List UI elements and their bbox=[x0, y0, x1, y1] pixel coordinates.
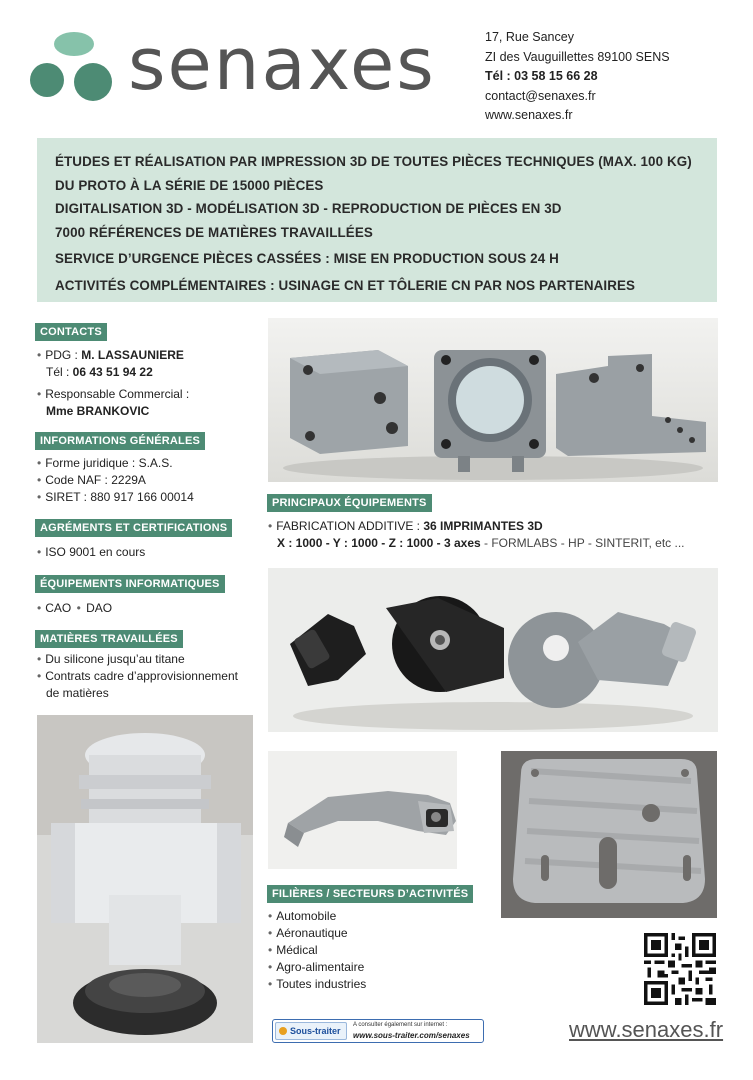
address-line-2: ZI des Vauguillettes 89100 SENS bbox=[485, 49, 670, 64]
banner-line: 7000 RÉFÉRENCES DE MATIÈRES TRAVAILLÉES bbox=[55, 224, 373, 240]
contacts-list: • PDG : M. LASSAUNIERE Tél : 06 43 51 94 22 • Responsable Commercial : Mme BRANKOVIC bbox=[37, 348, 190, 418]
sectors-heading: FILIÈRES / SECTEURS D’ACTIVITÉS bbox=[267, 885, 473, 903]
phone-number: Tél : 03 58 15 66 28 bbox=[485, 69, 598, 83]
main-equipment-heading: PRINCIPAUX ÉQUIPEMENTS bbox=[267, 494, 432, 512]
footer-website-link[interactable]: www.senaxes.fr bbox=[569, 1017, 724, 1042]
senaxes-logo bbox=[30, 22, 450, 110]
address-block bbox=[485, 28, 670, 126]
qr-code-icon[interactable] bbox=[644, 933, 716, 1005]
list-item: • SIRET : 880 917 166 00014 bbox=[37, 490, 194, 504]
certifications-heading: AGRÉMENTS ET CERTIFICATIONS bbox=[35, 519, 232, 537]
list-item: • Code NAF : 2229A bbox=[37, 473, 146, 487]
banner-line: ÉTUDES ET RÉALISATION PAR IMPRESSION 3D DE TOUTES PIÈCES TECHNIQUES (MAX. 100 KG) bbox=[55, 154, 692, 169]
commercial-label: Responsable Commercial : bbox=[45, 387, 190, 401]
it-equipment-heading: ÉQUIPEMENTS INFORMATIQUES bbox=[35, 575, 225, 593]
certifications-list bbox=[37, 544, 145, 561]
website-link[interactable]: www.senaxes.fr bbox=[485, 108, 573, 122]
sous-traiter-banner[interactable] bbox=[272, 1019, 484, 1043]
pdg-label: PDG : bbox=[45, 348, 82, 362]
photo-printed-blocks bbox=[268, 318, 718, 482]
consult-text: A consulter également sur internet : bbox=[353, 1022, 448, 1028]
list-item: • Toutes industries bbox=[268, 977, 367, 991]
pdg-tel: 06 43 51 94 22 bbox=[72, 365, 153, 379]
photo-elbow-parts bbox=[268, 568, 718, 732]
list-item: • Contrats cadre d’approvisionnement bbox=[37, 669, 238, 683]
commercial-name: Mme BRANKOVIC bbox=[46, 404, 150, 418]
list-item: • Du silicone jusqu’au titane bbox=[37, 652, 185, 666]
address-line-1: 17, Rue Sancey bbox=[485, 30, 574, 44]
banner-line: DU PROTO À LA SÉRIE DE 15000 PIÈCES bbox=[55, 177, 324, 193]
materials-heading: MATIÈRES TRAVAILLÉES bbox=[35, 630, 183, 648]
sous-traiter-logo: Sous-traiter bbox=[275, 1022, 347, 1040]
pdg-tel-label: Tél : bbox=[46, 365, 73, 379]
main-equipment-list: • FABRICATION ADDITIVE : 36 IMPRIMANTES 3D X : 1000 - Y : 1000 - Z : 1000 - 3 axes - FORMLABS - HP - SINTERIT, etc ... bbox=[268, 519, 685, 550]
banner-line: DIGITALISATION 3D - MODÉLISATION 3D - REPRODUCTION DE PIÈCES EN 3D bbox=[55, 201, 562, 216]
general-info-heading: INFORMATIONS GÉNÉRALES bbox=[35, 432, 205, 450]
banner-line: SERVICE D’URGENCE PIÈCES CASSÉES : MISE EN PRODUCTION SOUS 24 H bbox=[55, 251, 559, 266]
photo-metal-plate bbox=[501, 751, 717, 918]
list-item: • Forme juridique : S.A.S. bbox=[37, 456, 173, 470]
photo-bracket-part bbox=[268, 751, 457, 869]
sous-traiter-link[interactable]: www.sous-traiter.com/senaxes bbox=[353, 1031, 470, 1040]
it-equipment-list bbox=[37, 600, 112, 617]
sectors-list bbox=[268, 908, 366, 993]
contacts-heading: CONTACTS bbox=[35, 323, 107, 341]
list-item: • Automobile bbox=[268, 909, 337, 923]
list-item: • Médical bbox=[268, 943, 318, 957]
pdg-name: M. LASSAUNIERE bbox=[81, 348, 184, 362]
list-item: • ISO 9001 en cours bbox=[37, 545, 146, 559]
logo-mark-icon bbox=[30, 30, 122, 102]
photo-valve-part bbox=[37, 715, 253, 1043]
general-info-list bbox=[37, 455, 194, 506]
logo-wordmark: senaxes bbox=[128, 22, 436, 106]
email-address[interactable]: contact@senaxes.fr bbox=[485, 88, 596, 103]
banner-line: ACTIVITÉS COMPLÉMENTAIRES : USINAGE CN ET TÔLERIE CN PAR NOS PARTENAIRES bbox=[55, 277, 636, 293]
services-banner bbox=[37, 138, 717, 302]
list-item: • Agro-alimentaire bbox=[268, 960, 365, 974]
list-item: • Aéronautique bbox=[268, 926, 348, 940]
materials-list: • Du silicone jusqu’au titane • Contrats cadre d’approvisionnement de matières bbox=[37, 652, 238, 700]
list-item: • CAO • DAO bbox=[37, 601, 113, 615]
